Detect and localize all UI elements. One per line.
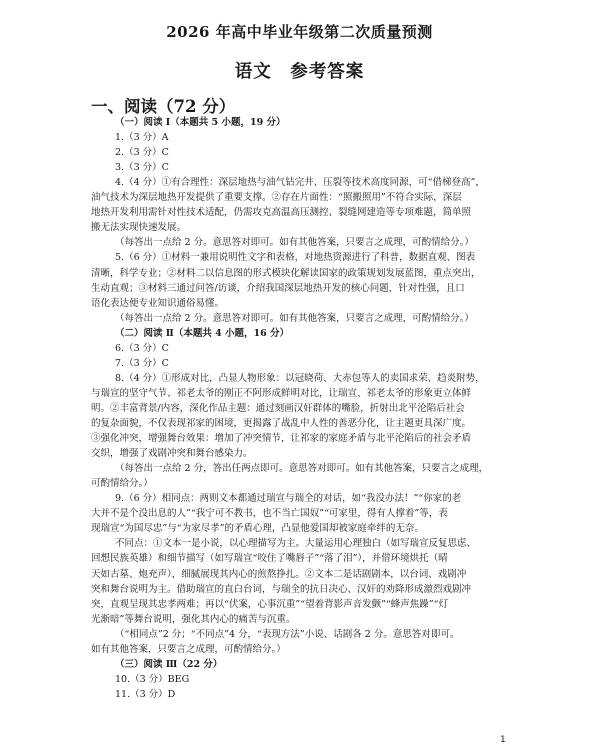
exam-title: 2026 年高中毕业年级第二次质量预测 [166,23,433,41]
answer-line: 现瑞宣“为国尽忠”与“为家尽孝”的矛盾心理，凸显他爱国却被家庭牵绊的无奈。 [91,523,424,535]
subsection-heading: （一）阅读 Ⅰ（本题共 5 小题，19 分） [115,117,286,128]
subsection-heading: （三）阅读 Ⅲ（22 分） [115,658,223,670]
answer-line: 3.（3 分）C [115,162,169,174]
answer-line: 语化表达便专业知识通俗易懂。 [91,297,225,309]
answer-line: 9.（6 分）相同点：两则文本都通过瑞宣与瑞全的对话，如“我没办法！”“你家的老 [115,493,462,505]
answer-line: 光渐暗”等舞台说明，强化其内心的痛苦与沉重。 [91,613,296,625]
answer-line: 油气技术为深层地热开发提供了重要支撑。②存在片面性：“照搬照用”不符合实际，深层 [91,192,462,204]
answer-line: （“相同点”2 分；“不同点”4 分，“表现方法”小说、话剧各 2 分。意思答对即可。 [115,628,460,640]
answer-line: 11.（3 分）D [115,688,176,700]
section-heading: 一、阅读（72 分） [91,97,236,116]
answer-line: 5.（6 分）①材料一兼用说明性文字和表格，对地热资源进行了科普，数据直观、图表 [115,252,476,264]
answer-line: 回想民族英雄）和细节描写（如写瑞宣“咬住了嘴唇子”“落了泪”），并借环境烘托（晴 [91,553,448,565]
answer-line: ③强化冲突，增强舞台效果：增加了冲突情节，让祁家的家庭矛盾与北平沦陷后的社会矛盾 [91,433,472,445]
answer-line: 与瑞宣的坚守气节、祁老太爷的刚正不阿形成鲜明对比，让瑞宣、祁老太爷的形象更立体鲜 [91,387,472,399]
answer-line: （每答出一点给 2 分。意思答对即可。如有其他答案，只要言之成理，可酌情给分。） [115,237,474,249]
answer-line: 可酌情给分。） [91,478,153,490]
answer-line: 搬无法实现快速发展。 [91,222,187,234]
answer-line: 突和舞台说明为主。借助瑞宣的直白台词，与瑞全的抗日决心、汉奸的劝降形成激烈戏剧冲 [91,583,472,595]
answer-line: 生动直观；③材料三通过问答/访谈，介绍我国深层地热开发的核心问题，针对性强，且口 [91,282,465,294]
answer-line: 清晰，科学专业；②材料二以信息图的形式模块化解读国家的政策规划发展蓝图，重点突出， [91,267,481,279]
subsection-heading: （二）阅读 Ⅱ（本题共 4 小题，16 分） [115,327,290,339]
answer-line: 10.（3 分）BEG [115,673,190,685]
answer-line: 明。②丰富背景/内容，深化作品主题：通过刻画汉奸群体的嘴脸，折射出北平沦陷后社会 [91,402,465,414]
answer-line: 4.（4 分）①有合理性：深层地热与油气钻完井、压裂等技术高度同源，可“借梯登高”， [115,177,485,189]
answer-line: 大并不是个没出息的人”“我宁可不教书，也不当亡国奴”“可家里，得有人撑着”等，表 [91,508,448,520]
answer-line: 8.（4 分）①形成对比，凸显人物形象：以冠晓荷、大赤包等人的卖国求荣、趋炎附势， [115,372,485,384]
subject-subtitle: 语文 参考答案 [234,62,365,82]
answer-line: 天如古墓、炮充声），细腻展现其内心的煎熬挣扎。②文本二是话剧剧本，以台词、戏剧冲 [91,568,467,580]
answer-line: 地热开发利用需针对性技术适配，仍需攻克高温高压测控、裂缝网建造等专项难题，简单照 [91,207,472,219]
answer-line: 1.（3 分）A [115,132,169,144]
answer-line: 2.（3 分）C [115,147,169,159]
answer-line: 7.（3 分）C [115,357,169,369]
answer-line: 如有其他答案，只要言之成理，可酌情给分。） [91,643,286,655]
answer-line: （每答出一点给 2 分，答出任两点即可。意思答对即可。如有其他答案，只要言之成理， [115,463,489,475]
answer-line: 交织，增强了戏剧冲突和舞台感染力。 [91,448,253,460]
answer-line: 6.（3 分）C [115,342,169,354]
answer-line: （每答出一点给 2 分。意思答对即可。如有其他答案，只要言之成理，可酌情给分。） [115,312,474,324]
answer-line: 突，直观呈现其忠孝两难；再以“伏案，心事沉重”“望着背影声音发颤”“蜂声焦躁”“灯 [91,598,448,610]
answer-line: 不同点：①文本一是小说，以心理描写为主。大量运用心理独白（如写瑞宣反复思虑、 [115,538,477,550]
answer-line: 的复杂面貌，不仅表现祁家的困境，更揭露了战乱中人性的善恶分化，让主题更具深广度。 [91,418,472,429]
page-number: 1 [500,735,506,745]
